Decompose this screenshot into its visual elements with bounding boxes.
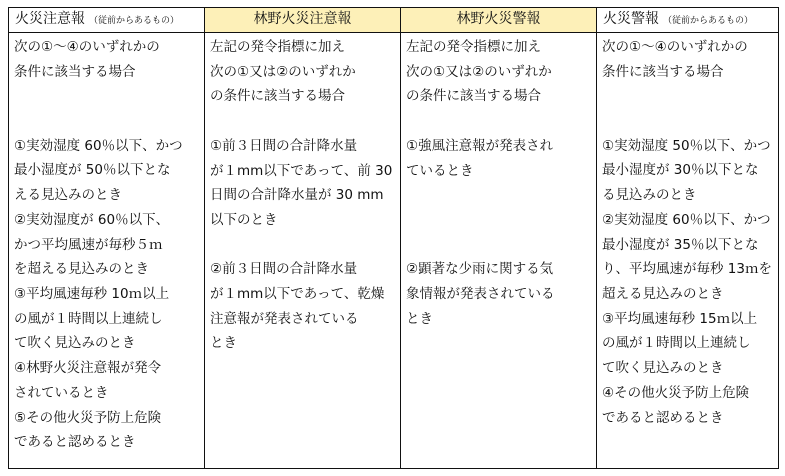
blank-line xyxy=(406,208,592,233)
criteria-line: が１mm以下であって、乾燥 xyxy=(210,286,385,302)
header-fire-warning-title: 火災警報 xyxy=(603,11,659,27)
criteria-line: されているとき xyxy=(14,384,109,401)
header-fire-warning xyxy=(597,8,779,33)
criteria-line: る見込みのとき xyxy=(602,187,697,204)
criteria-line: 超える見込みのとき xyxy=(602,286,724,302)
header-fire-advisory-note: （従前からあるもの） xyxy=(89,16,180,26)
criteria-line: を超える見込みのとき xyxy=(14,261,149,278)
header-row xyxy=(9,8,779,33)
criteria-line: であると認めるとき xyxy=(14,434,136,451)
criteria-line: の条件に該当する場合 xyxy=(406,88,541,105)
criteria-line: ①実効湿度 60％以下、かつ xyxy=(14,137,183,154)
cell-fire-advisory xyxy=(9,33,205,469)
criteria-line: ④林野火災注意報が発令 xyxy=(14,360,162,377)
header-forest-fire-advisory-title: 林野火災注意報 xyxy=(253,11,352,27)
criteria-line: 以下のとき xyxy=(210,211,278,228)
criteria-line: の風が１時間以上連続し xyxy=(14,310,163,327)
criteria-line: 条件に該当する場合 xyxy=(602,63,724,80)
criteria-line: 注意報が発表されている xyxy=(210,310,359,327)
criteria-line: 最小湿度が 35％以下とな xyxy=(602,236,759,253)
criteria-line: ⑤その他火災予防上危険 xyxy=(14,409,162,426)
criteria-line: ①前３日間の合計降水量 xyxy=(210,137,358,154)
criteria-line: ②顕著な少雨に関する気 xyxy=(406,261,554,278)
criteria-line: ②実効湿度 60％以下、かつ xyxy=(602,211,771,228)
criteria-line: 最小湿度が 30％以下とな xyxy=(602,162,759,179)
criteria-line: とき xyxy=(406,310,433,327)
criteria-line: ②実効湿度が 60％以下、 xyxy=(14,211,170,228)
criteria-line: 次の①～④のいずれかの xyxy=(602,39,748,55)
header-forest-fire-warning xyxy=(401,8,597,33)
criteria-line: ④その他火災予防上危険 xyxy=(602,384,750,401)
header-fire-advisory-title: 火災注意報 xyxy=(15,11,85,27)
criteria-line: える見込みのとき xyxy=(14,187,122,204)
criteria-line: ているとき xyxy=(406,162,474,179)
blank-line xyxy=(14,109,200,134)
criteria-line: かつ平均風速が毎秒５ｍ xyxy=(14,236,163,253)
fire-warning-criteria-table xyxy=(8,7,779,469)
criteria-line: の条件に該当する場合 xyxy=(210,88,345,105)
criteria-line: の風が１時間以上連続し xyxy=(602,335,751,352)
criteria-line: 左記の発令指標に加え xyxy=(210,39,345,55)
criteria-line: 条件に該当する場合 xyxy=(14,63,136,80)
criteria-line: て吹く見込みのとき xyxy=(14,335,136,352)
blank-line xyxy=(210,233,396,258)
criteria-line: 象情報が発表されている xyxy=(406,285,555,302)
criteria-line: 次の①又は②のいずれか xyxy=(406,63,552,80)
criteria-line: り、平均風速が毎秒 13ｍを xyxy=(602,261,772,278)
blank-line xyxy=(14,84,200,109)
blank-line xyxy=(210,109,396,134)
criteria-line: 次の①又は②のいずれか xyxy=(210,63,356,80)
header-fire-advisory xyxy=(9,8,205,33)
header-forest-fire-advisory xyxy=(205,8,401,33)
blank-line xyxy=(406,233,592,258)
blank-line xyxy=(406,109,592,134)
criteria-line: 最小湿度が 50％以下とな xyxy=(14,162,171,179)
header-fire-warning-note: （従前からあるもの） xyxy=(663,16,754,26)
cell-forest-fire-advisory xyxy=(205,33,401,469)
criteria-line: であると認めるとき xyxy=(602,409,724,426)
blank-line xyxy=(406,183,592,208)
header-forest-fire-warning-title: 林野火災警報 xyxy=(456,11,541,27)
criteria-line: 日間の合計降水量が 30 mm xyxy=(210,187,384,204)
body-row xyxy=(9,33,779,469)
criteria-line: 左記の発令指標に加え xyxy=(406,39,541,55)
cell-forest-fire-warning xyxy=(401,33,597,469)
criteria-line: ②前３日間の合計降水量 xyxy=(210,261,358,278)
criteria-line: 次の①～④のいずれかの xyxy=(14,39,160,55)
criteria-line: て吹く見込みのとき xyxy=(602,360,724,377)
cell-fire-warning xyxy=(597,33,779,469)
criteria-line: ①強風注意報が発表され xyxy=(406,137,554,154)
criteria-line: ①実効湿度 50％以下、かつ xyxy=(602,137,771,154)
criteria-line: ③平均風速毎秒 15ｍ以上 xyxy=(602,310,758,327)
criteria-line: とき xyxy=(210,335,237,352)
blank-line xyxy=(602,84,774,109)
criteria-line: ③平均風速毎秒 10ｍ以上 xyxy=(14,286,170,302)
blank-line xyxy=(602,109,774,134)
criteria-line: が１mm以下であって、前 30 xyxy=(210,162,393,179)
